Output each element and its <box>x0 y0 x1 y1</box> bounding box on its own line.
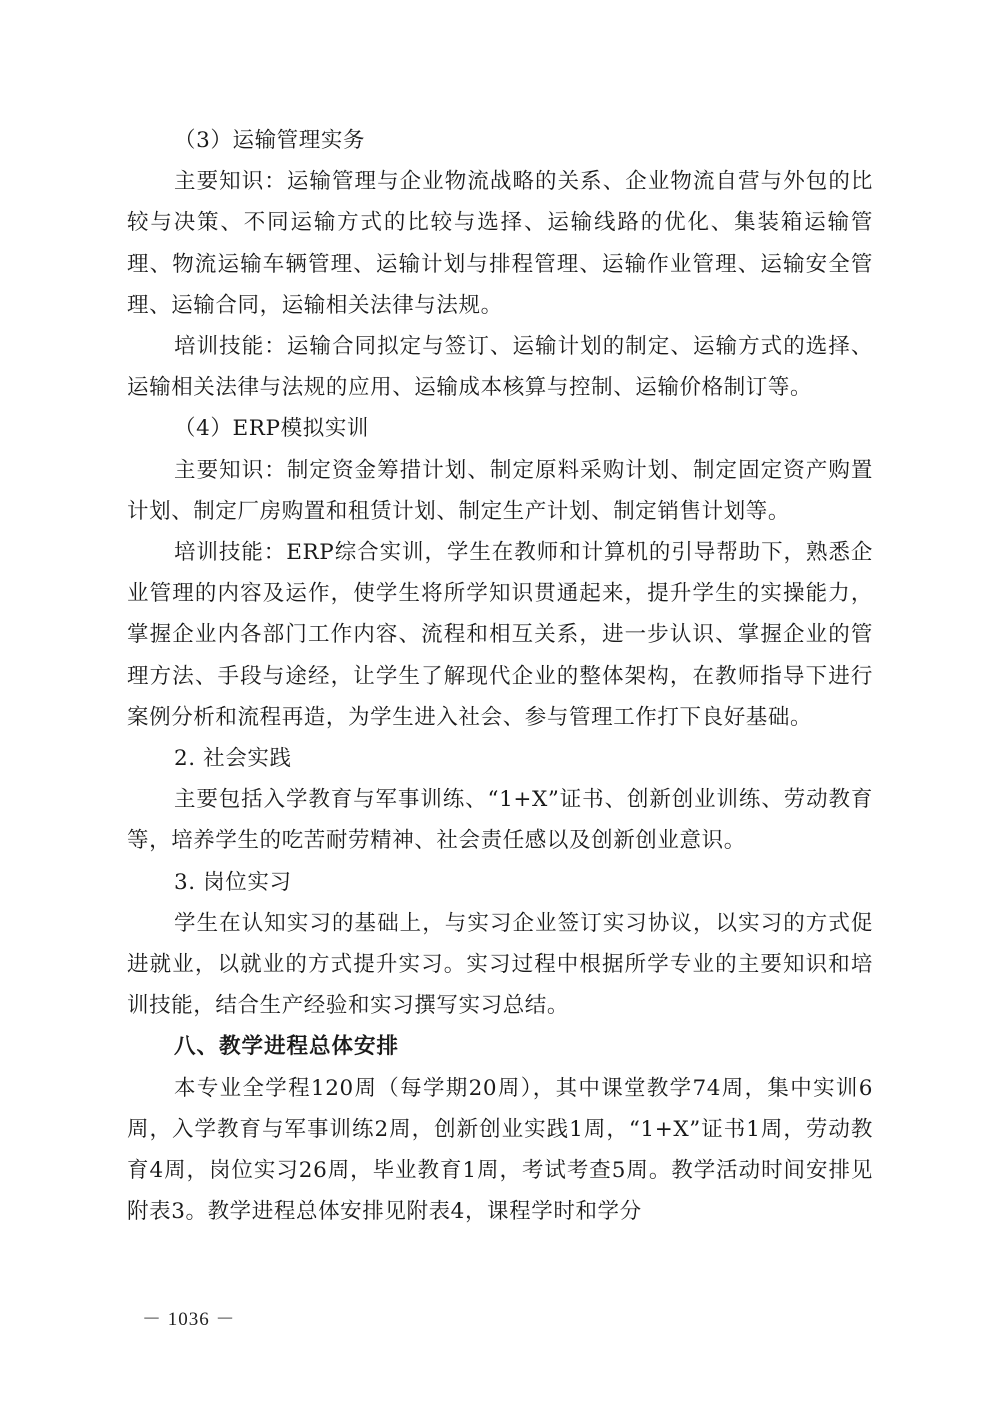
page-body <box>127 120 873 1232</box>
subheading-internship: 3. 岗位实习 <box>174 869 292 895</box>
section-heading-teaching-schedule: 八、教学进程总体安排 <box>174 1034 400 1060</box>
paragraph-internship: 学生在认知实习的基础上，与实习企业签订实习协议，以实习的方式促进就业，以就业的方式提升实习。实习过程中根据所学专业的主要知识和培训技能，结合生产经验和实习撰写实习总结。 <box>127 910 873 1019</box>
paragraph-teaching-schedule: 本专业全学程120周（每学期20周），其中课堂教学74周，集中实训6周，入学教育与军事训练2周，创新创业实践1周，“1+X”证书1周，劳动教育4周，岗位实习26周，毕业教育1周，考试考查5周。教学活动时间安排见附表3。教学进程总体安排见附表4，课程学时和学分 <box>127 1075 873 1225</box>
subheading-erp-training: （4）ERP模拟实训 <box>174 416 370 442</box>
paragraph-social-practice: 主要包括入学教育与军事训练、“1+X”证书、创新创业训练、劳动教育等，培养学生的吃苦耐劳精神、社会责任感以及创新创业意识。 <box>127 787 873 854</box>
paragraph-erp-skills: 培训技能：ERP综合实训，学生在教师和计算机的引导帮助下，熟悉企业管理的内容及运作，使学生将所学知识贯通起来，提升学生的实操能力，掌握企业内各部门工作内容、流程和相互关系，进一步认识、掌握企业的管理方法、手段与途经，让学生了解现代企业的整体架构，在教师指导下进行案例分析和流程再造，为学生进入社会、参与管理工作打下良好基础。 <box>127 540 873 730</box>
paragraph-erp-knowledge: 主要知识：制定资金筹措计划、制定原料采购计划、制定固定资产购置计划、制定厂房购置和租赁计划、制定生产计划、制定销售计划等。 <box>127 457 873 524</box>
page-number: － 1036 － <box>142 1309 236 1330</box>
subheading-transport-management: （3）运输管理实务 <box>174 128 366 153</box>
paragraph-transport-knowledge: 主要知识：运输管理与企业物流战略的关系、企业物流自营与外包的比较与决策、不同运输方式的比较与选择、运输线路的优化、集装箱运输管理、物流运输车辆管理、运输计划与排程管理、运输作业管理、运输安全管理、运输合同，运输相关法律与法规。 <box>127 169 873 318</box>
subheading-social-practice: 2. 社会实践 <box>174 746 292 772</box>
paragraph-transport-skills: 培训技能：运输合同拟定与签订、运输计划的制定、运输方式的选择、运输相关法律与法规的应用、运输成本核算与控制、运输价格制订等。 <box>127 334 873 401</box>
